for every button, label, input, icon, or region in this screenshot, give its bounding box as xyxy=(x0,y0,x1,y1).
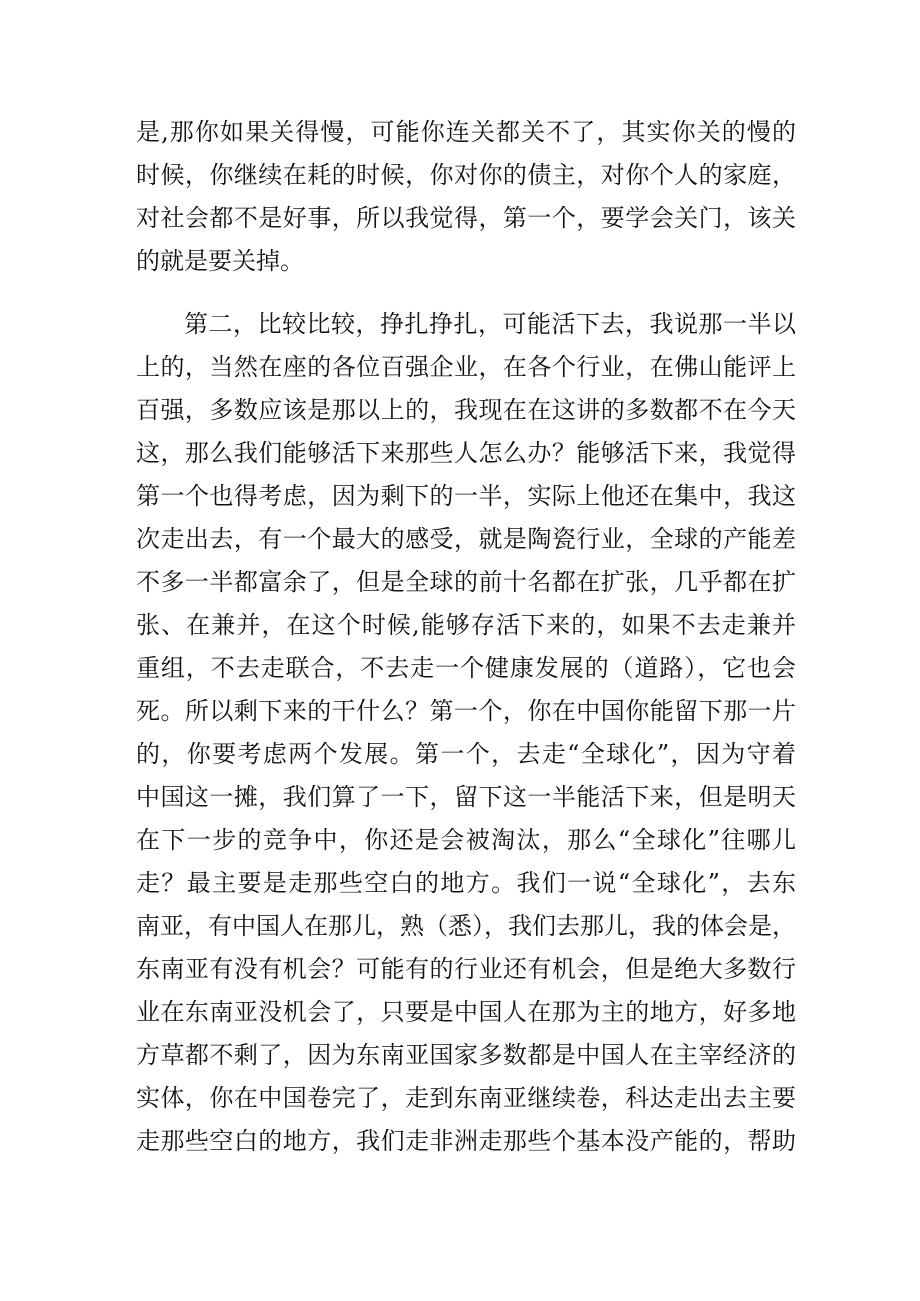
text-line: 死。所以剩下来的干什么？第一个，你在中国你能留下那一片 xyxy=(136,697,796,725)
text-line: 这，那么我们能够活下来那些人怎么办？能够活下来，我觉得 xyxy=(136,439,796,467)
text-line: 第二，比较比较，挣扎挣扎，可能活下去，我说那一半以 xyxy=(184,310,796,338)
text-line: 方草都不剩了，因为东南亚国家多数都是中国人在主宰经济的 xyxy=(136,1041,796,1069)
text-line: 次走出去，有一个最大的感受，就是陶瓷行业，全球的产能差 xyxy=(136,525,796,553)
text-line: 走那些空白的地方，我们走非洲走那些个基本没产能的，帮助 xyxy=(136,1127,796,1155)
text-line: 走？最主要是走那些空白的地方。我们一说“全球化”，去东 xyxy=(136,869,796,897)
text-line: 中国这一摊，我们算了一下，留下这一半能活下来，但是明天 xyxy=(136,783,796,811)
text-line: 上的，当然在座的各位百强企业，在各个行业，在佛山能评上 xyxy=(136,353,796,381)
text-line: 南亚，有中国人在那儿，熟（悉），我们去那儿，我的体会是， xyxy=(136,912,796,940)
text-line: 是,那你如果关得慢，可能你连关都关不了，其实你关的慢的 xyxy=(136,118,796,146)
text-line: 东南亚有没有机会？可能有的行业还有机会，但是绝大多数行 xyxy=(136,955,796,983)
text-line: 业在东南亚没机会了，只要是中国人在那为主的地方，好多地 xyxy=(136,998,796,1026)
text-line: 第一个也得考虑，因为剩下的一半，实际上他还在集中，我这 xyxy=(136,482,796,510)
text-line: 不多一半都富余了，但是全球的前十名都在扩张，几乎都在扩 xyxy=(136,568,796,596)
text-line: 的，你要考虑两个发展。第一个，去走“全球化”，因为守着 xyxy=(136,740,796,768)
text-line: 对社会都不是好事，所以我觉得，第一个，要学会关门，该关 xyxy=(136,204,796,232)
text-line: 实体，你在中国卷完了，走到东南亚继续卷，科达走出去主要 xyxy=(136,1084,796,1112)
text-line: 时候，你继续在耗的时候，你对你的债主，对你个人的家庭， xyxy=(136,161,796,189)
text-line: 百强，多数应该是那以上的，我现在在这讲的多数都不在今天 xyxy=(136,396,796,424)
text-line: 的就是要关掉。 xyxy=(136,247,304,275)
paragraph-1 xyxy=(136,111,796,283)
text-line: 在下一步的竞争中，你还是会被淘汰，那么“全球化”往哪儿 xyxy=(136,826,796,854)
text-line: 重组，不去走联合，不去走一个健康发展的（道路），它也会 xyxy=(136,654,796,682)
text-line: 张、在兼并，在这个时候,能够存活下来的，如果不去走兼并 xyxy=(136,611,796,639)
body-text xyxy=(136,111,796,1163)
paragraph-gap xyxy=(136,283,796,303)
paragraph-2 xyxy=(136,303,796,1163)
